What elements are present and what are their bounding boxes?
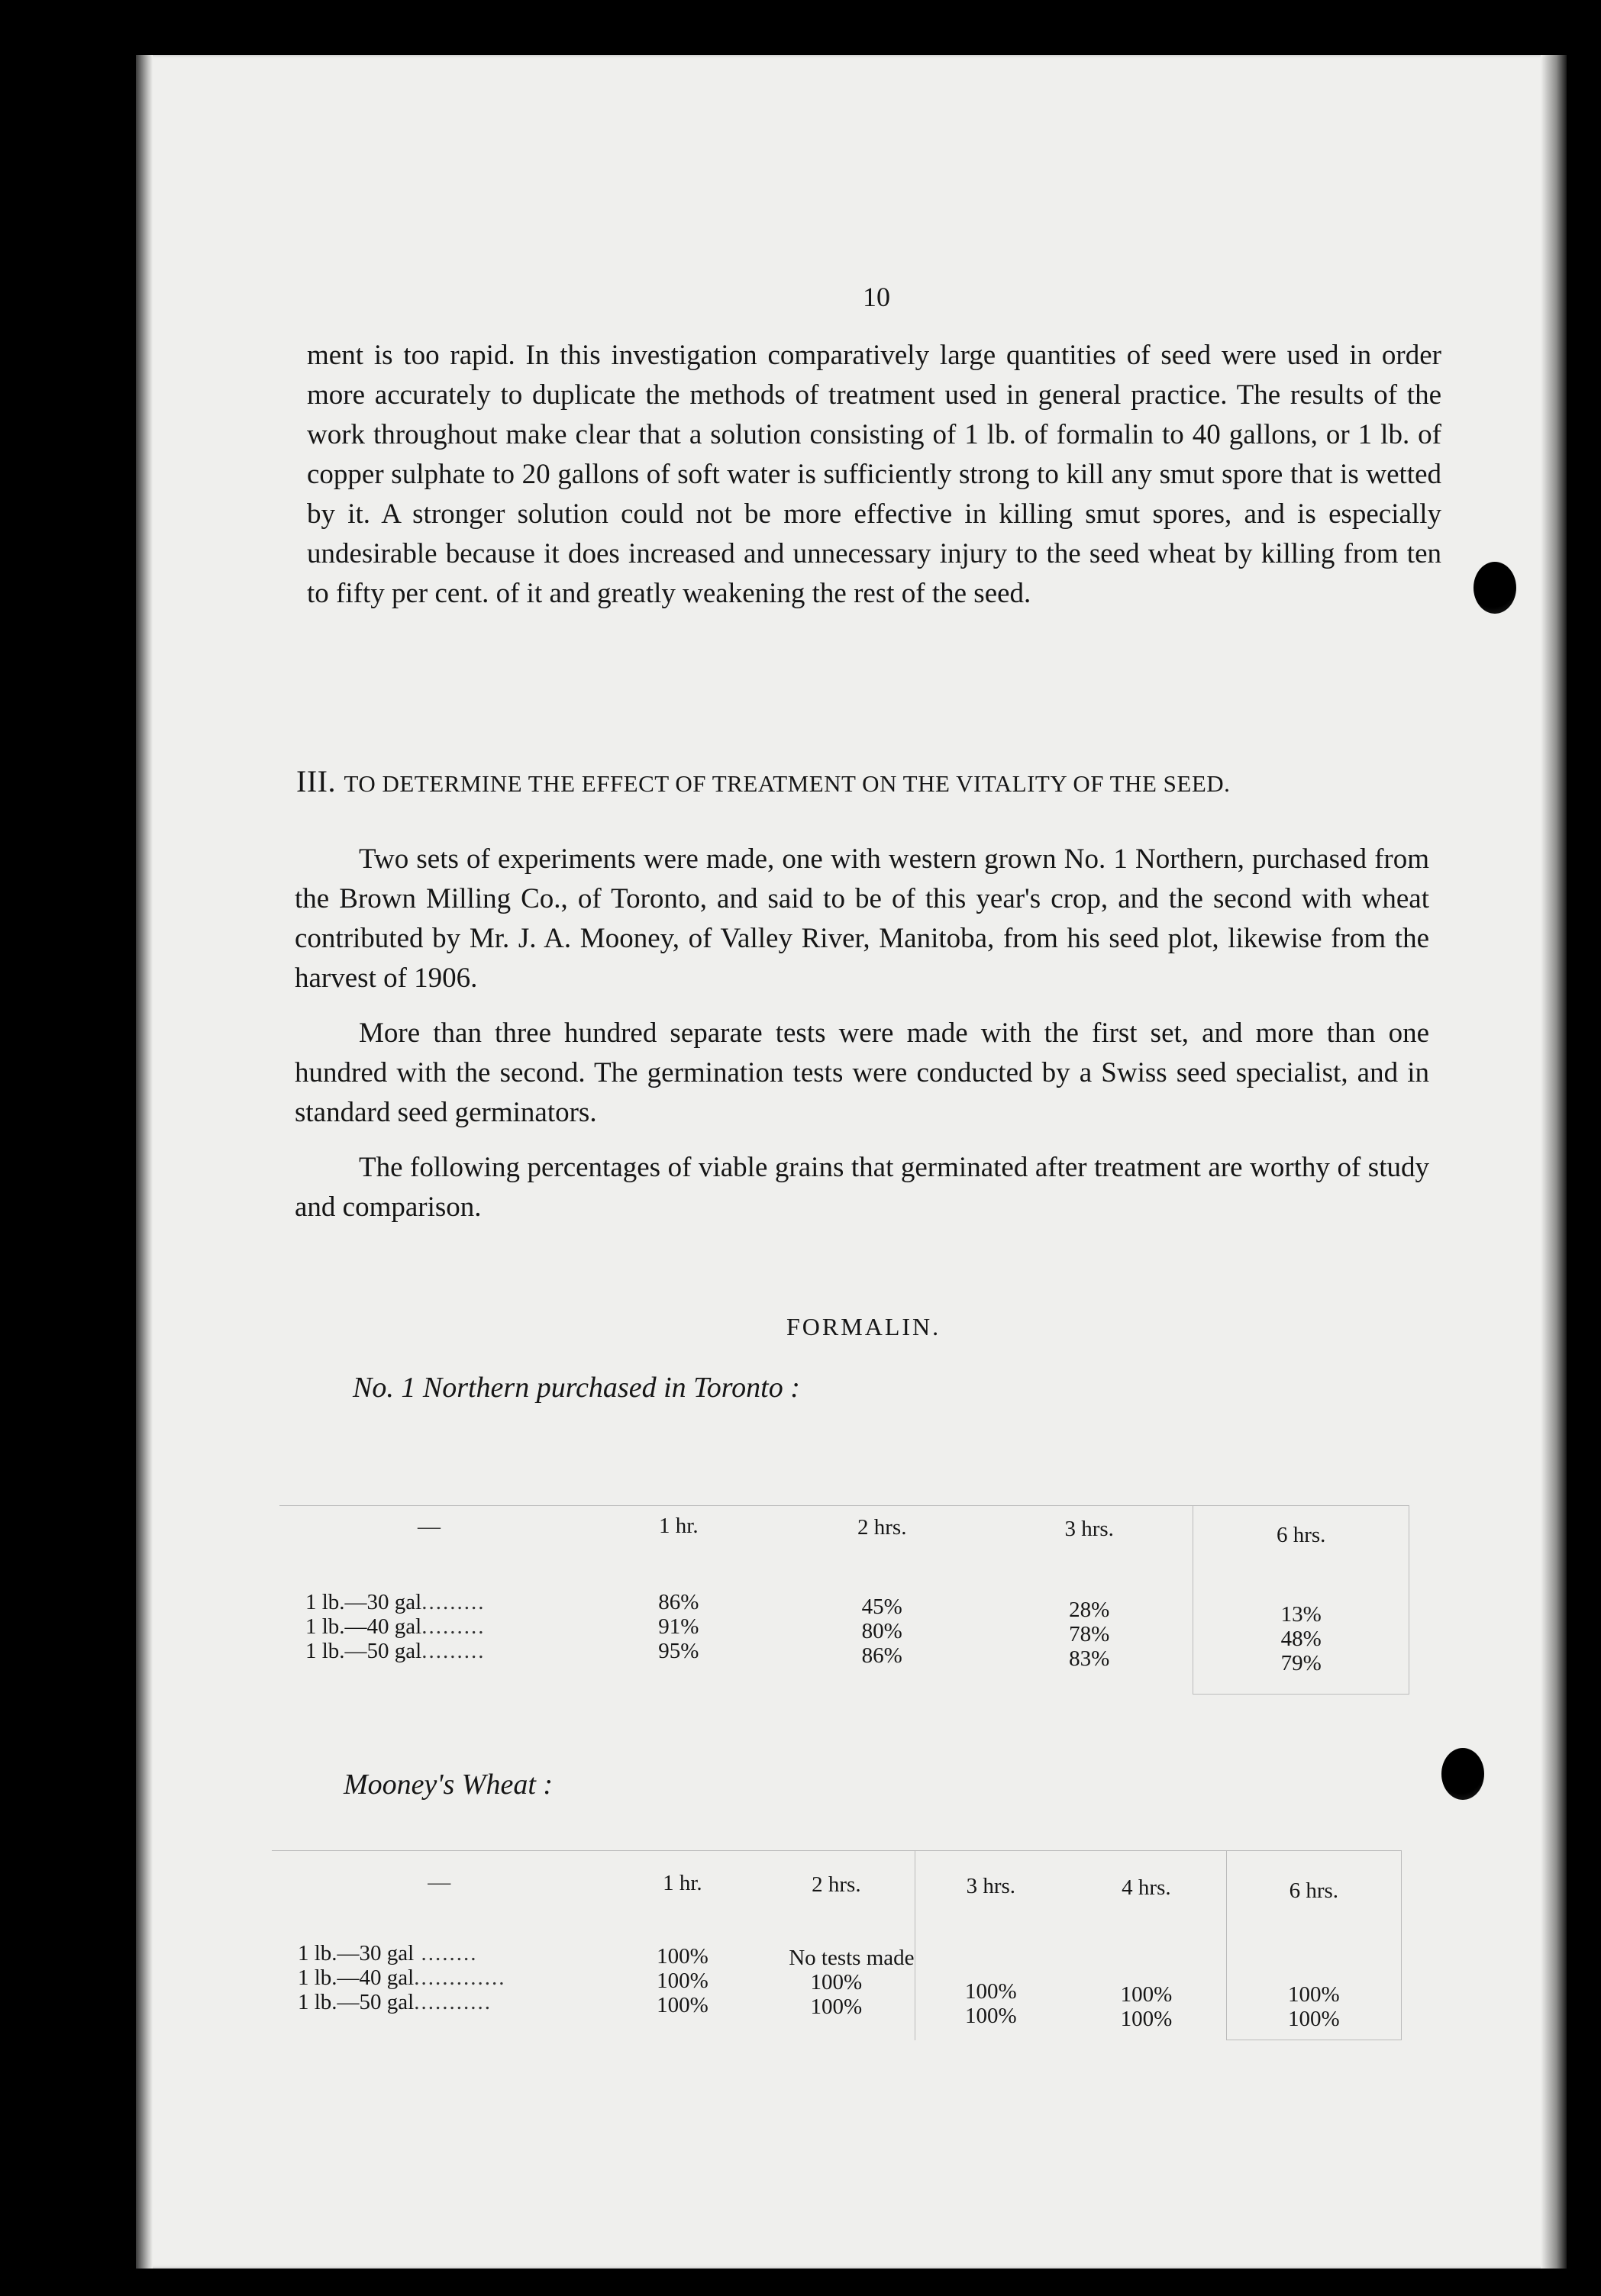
table-cell: 79% [1280, 1650, 1322, 1675]
column-header: 3 hrs. [915, 1851, 1067, 1941]
table-row-label: 1 lb.—50 gal......... [305, 1638, 486, 1663]
table-header-row [279, 1506, 1409, 1590]
table-row-label: 1 lb.—50 gal........... [298, 1989, 492, 2014]
table1-caption: No. 1 Northern purchased in Toronto : [353, 1372, 800, 1404]
formalin-toronto-table [279, 1505, 1409, 1695]
table-cell: 83% [1069, 1646, 1110, 1671]
column-2hrs [779, 1590, 986, 1695]
column-3hrs [986, 1590, 1193, 1695]
section-title: TO DETERMINE THE EFFECT OF TREATMENT ON THE VITALITY OF THE SEED. [344, 770, 1231, 797]
table-cell [1227, 1958, 1401, 1982]
column-header: 3 hrs. [1064, 1517, 1114, 1541]
table-corner: — [418, 1514, 441, 1539]
table-row-label: 1 lb.—40 gal......... [305, 1614, 486, 1639]
punch-hole-lower [1441, 1748, 1484, 1800]
table-cell: 95% [658, 1638, 699, 1663]
table-cell: 86% [861, 1643, 902, 1668]
table-cell: 80% [861, 1618, 902, 1643]
column-3hrs [915, 1941, 1067, 2040]
page-binding-edge [136, 55, 153, 2269]
table2-caption: Mooney's Wheat : [344, 1769, 554, 1801]
paragraph-percentages: The following percentages of viable grains that germinated after treatment are worthy of study and comparison. [295, 1152, 1429, 1223]
table-cell: 45% [861, 1594, 902, 1619]
column-6hrs [1193, 1590, 1409, 1695]
column-1hr [607, 1941, 759, 2040]
table-corner: — [428, 1869, 451, 1895]
column-header: 6 hrs. [1226, 1851, 1401, 1941]
table-cell-no-tests: No tests made [789, 1945, 915, 1970]
table-cell: 86% [658, 1589, 699, 1614]
table-cell: 100% [1120, 2006, 1173, 2031]
page-right-edge [1541, 55, 1567, 2269]
table-cell: 100% [657, 1992, 709, 2017]
section-numeral: III. [296, 764, 336, 798]
formalin-mooney-table [272, 1850, 1402, 2040]
column-1hr [579, 1590, 778, 1695]
paragraph-tests: More than three hundred separate tests were made with the first set, and more than one hundred with the second. The germination tests were conducted by a Swiss seed specialist, and in standard seed germinators. [295, 1017, 1429, 1128]
row-labels [272, 1941, 607, 2040]
table-cell: 100% [657, 1943, 709, 1969]
table-cell: 100% [965, 2003, 1017, 2028]
table-cell: 91% [658, 1614, 699, 1639]
formalin-title: FORMALIN. [786, 1313, 941, 1340]
column-header: 1 hr. [659, 1514, 699, 1538]
table-cell: 100% [810, 1969, 863, 1994]
table-body [279, 1590, 1409, 1695]
column-4hrs [1067, 1941, 1226, 2040]
paragraph-experiments: Two sets of experiments were made, one with western grown No. 1 Northern, purchased from the Brown Milling Co., of Toronto, and said to be of this year's crop, and the second with wheat contributed by Mr. J. A. Mooney, of Valley River, Manitoba, from his seed plot, likewise from the harvest of 1906. [295, 843, 1429, 994]
table-cell: 100% [1287, 2006, 1340, 2031]
section-heading [296, 763, 1457, 799]
column-header: 4 hrs. [1122, 1875, 1171, 1900]
column-header: 1 hr. [663, 1871, 702, 1895]
column-2hrs [758, 1941, 915, 2040]
table-header-row [272, 1851, 1402, 1941]
column-header: 2 hrs. [857, 1515, 907, 1540]
column-header: 2 hrs. [812, 1872, 861, 1897]
table-body [272, 1941, 1402, 2040]
table-cell: 100% [1120, 1982, 1173, 2007]
table-cell: 78% [1069, 1621, 1110, 1646]
table-cell: 100% [810, 1994, 863, 2019]
table-row-label: 1 lb.—30 gal ........ [298, 1940, 478, 1965]
table-cell: 13% [1280, 1601, 1322, 1627]
table-row-label: 1 lb.—40 gal............. [298, 1965, 506, 1990]
column-header: 6 hrs. [1193, 1506, 1409, 1590]
row-labels [279, 1590, 579, 1695]
table-row-label: 1 lb.—30 gal......... [305, 1589, 486, 1614]
table-cell: 48% [1280, 1626, 1322, 1651]
punch-hole-upper [1474, 562, 1516, 614]
page-number: 10 [863, 282, 890, 312]
column-6hrs [1226, 1941, 1401, 2040]
table-cell: 100% [657, 1968, 709, 1993]
intro-paragraph-text: ment is too rapid. In this investigation comparatively large quantities of seed were used in order more accurately to duplicate the methods of treatment used in general practice. The results of the work throughout make clear that a solution consisting of 1 lb. of formalin to 40 gallons, or 1 lb. of copper sulphate to 20 gallons of soft water is sufficiently strong to kill any smut spore that is wetted by it. A stronger solution could not be more effective in killing smut spores, and is especially undesirable because it does increased and unnecessary injury to the seed wheat by killing from ten to fifty per cent. of it and greatly weakening the rest of the seed. [307, 340, 1441, 609]
intro-paragraph [307, 336, 1441, 629]
table-cell: 100% [1287, 1982, 1340, 2007]
table-cell: 28% [1069, 1597, 1110, 1622]
table-cell [915, 1955, 1067, 1979]
table-cell: 100% [965, 1978, 1017, 2004]
table-cell [1067, 1958, 1226, 1982]
body-paragraphs [295, 840, 1429, 1243]
